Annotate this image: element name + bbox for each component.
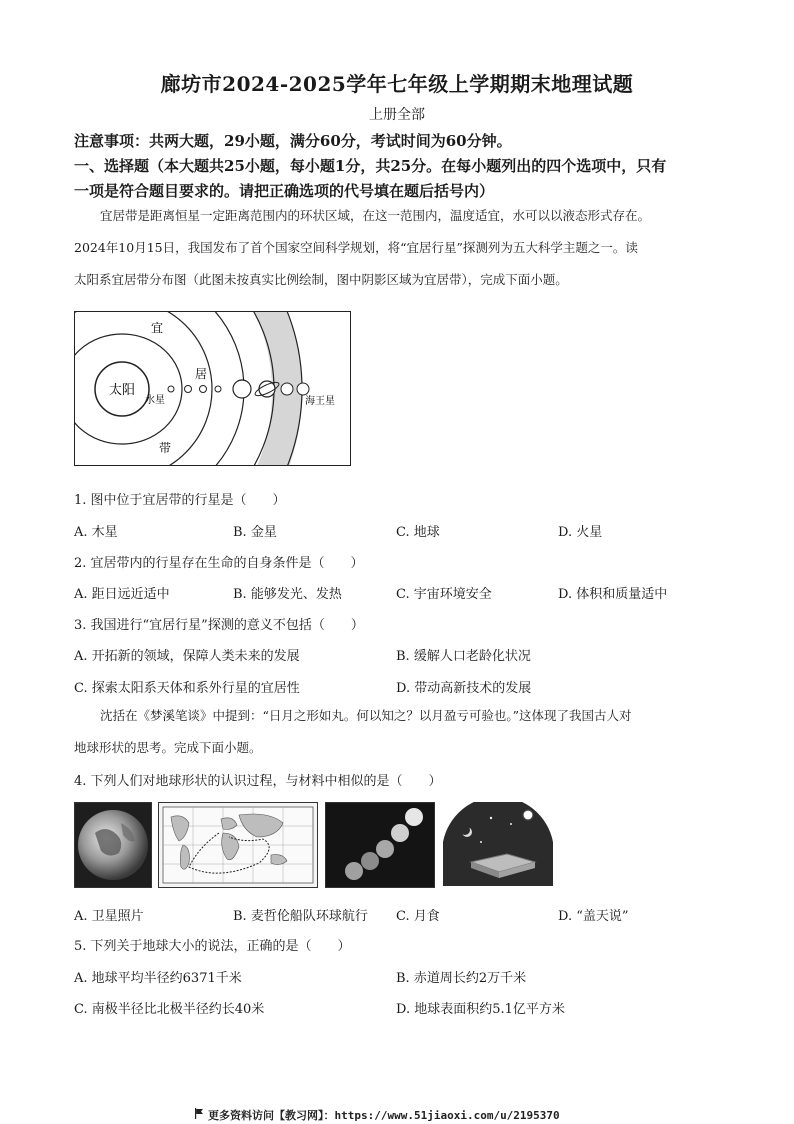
planet-mars (215, 386, 221, 392)
question-5-option-d: D. 地球表面积约5.1亿平方米 (396, 1002, 565, 1017)
question-5-stem: 5. 下列关于地球大小的说法，正确的是（ ） (74, 939, 351, 954)
magellan-voyage-map-image (158, 802, 318, 888)
dome-star-icon (490, 817, 492, 819)
footer-link[interactable]: 更多资料访问【教习网】：https://www.51jiaoxi.com/u/2195370 (208, 1109, 560, 1122)
gaitian-theory-image (441, 802, 553, 886)
question-2-option-d: D. 体积和质量适中 (558, 587, 668, 602)
question-4-stem: 4. 下列人们对地球形状的认识过程，与材料中相似的是（ ） (74, 774, 442, 789)
moon-phase-3 (376, 840, 394, 858)
planet-uranus (281, 383, 293, 395)
solar-system-diagram (74, 311, 351, 466)
planet-earth (200, 386, 207, 393)
question-4-option-d: D. “盖天说” (558, 909, 629, 924)
question-4-option-a: A. 卫星照片 (74, 909, 144, 924)
planet-mercury (168, 386, 174, 392)
moon-phase-1 (405, 808, 423, 826)
question-1-option-c: C. 地球 (396, 525, 440, 540)
question-1-option-a: A. 木星 (74, 525, 118, 540)
material-1-line-2: 2024年10月15日，我国发布了首个国家空间科学规划，将“宜居行星”探测列为五大科学主题之一。读 (74, 240, 638, 255)
dome-star-icon (510, 823, 512, 825)
solar-system-svg (75, 312, 350, 465)
lunar-eclipse-image (325, 802, 435, 888)
satellite-photo-image (74, 802, 152, 888)
page-subtitle: 上册全部 (369, 107, 425, 123)
question-4-option-c: C. 月食 (396, 909, 440, 924)
question-2-option-b: B. 能够发光、发热 (233, 587, 342, 602)
habitable-zone-char-2: 居 (195, 367, 208, 381)
page-title: 廊坊市2024-2025学年七年级上学期期末地理试题 (160, 72, 634, 96)
question-3-option-b: B. 缓解人口老龄化状况 (396, 649, 531, 664)
mercury-label: 水星 (145, 395, 165, 406)
flag-icon (194, 1108, 204, 1119)
habitable-zone-char-3: 带 (159, 441, 172, 455)
section-header-line-2: 一项是符合题目要求的。请把正确选项的代号填在题后括号内） (74, 182, 495, 200)
question-2-option-a: A. 距日远近适中 (74, 587, 170, 602)
question-5-option-b: B. 赤道周长约2万千米 (396, 971, 527, 986)
question-5-option-c: C. 南极半径比北极半径约长40米 (74, 1002, 265, 1017)
planet-venus (185, 386, 192, 393)
notice: 注意事项：共两大题，29小题，满分60分，考试时间为60分钟。 (74, 132, 512, 150)
question-1-option-b: B. 金星 (233, 525, 277, 540)
planet-neptune (297, 383, 309, 395)
question-1-option-d: D. 火星 (558, 525, 603, 540)
moon-phase-5 (345, 862, 363, 880)
section-header-line-1: 一、选择题（本大题共25小题，每小题1分，共25分。在每小题列出的四个选项中，只有 (74, 157, 667, 175)
neptune-label: 海王星 (305, 396, 335, 407)
material-1-line-3: 太阳系宜居带分布图（此图未按真实比例绘制，图中阴影区域为宜居带），完成下面小题。 (74, 272, 568, 287)
question-2-stem: 2. 宜居带内的行星存在生命的自身条件是（ ） (74, 556, 364, 571)
moon-phase-2 (391, 824, 409, 842)
material-2-line-1: 沈括在《梦溪笔谈》中提到：“日月之形如丸。何以知之？以月盈亏可验也。”这体现了我国古人对 (100, 708, 632, 723)
question-3-stem: 3. 我国进行“宜居行星”探测的意义不包括（ ） (74, 618, 364, 633)
question-2-option-c: C. 宇宙环境安全 (396, 587, 492, 602)
material-1-line-1: 宜居带是距离恒星一定距离范围内的环状区域，在这一范围内，温度适宜，水可以以液态形式存在。 (100, 208, 651, 223)
dome-star-icon (480, 841, 482, 843)
planet-jupiter (233, 380, 251, 398)
habitable-zone-char-1: 宜 (151, 321, 164, 335)
planet-saturn (259, 381, 275, 397)
moon-phase-4 (361, 852, 379, 870)
sun-label: 太阳 (108, 383, 136, 398)
dome-moon-shadow (460, 825, 470, 835)
question-4-option-b: B. 麦哲伦船队环球航行 (233, 909, 368, 924)
question-3-option-c: C. 探索太阳系天体和系外行星的宜居性 (74, 681, 300, 696)
material-2-line-2: 地球形状的思考。完成下面小题。 (74, 740, 262, 755)
question-3-option-d: D. 带动高新技术的发展 (396, 681, 532, 696)
question-1-stem: 1. 图中位于宜居带的行星是（ ） (74, 493, 286, 508)
question-3-option-a: A. 开拓新的领域，保障人类未来的发展 (74, 649, 300, 664)
sun-icon (521, 808, 535, 822)
question-5-option-a: A. 地球平均半径约6371千米 (74, 971, 242, 986)
